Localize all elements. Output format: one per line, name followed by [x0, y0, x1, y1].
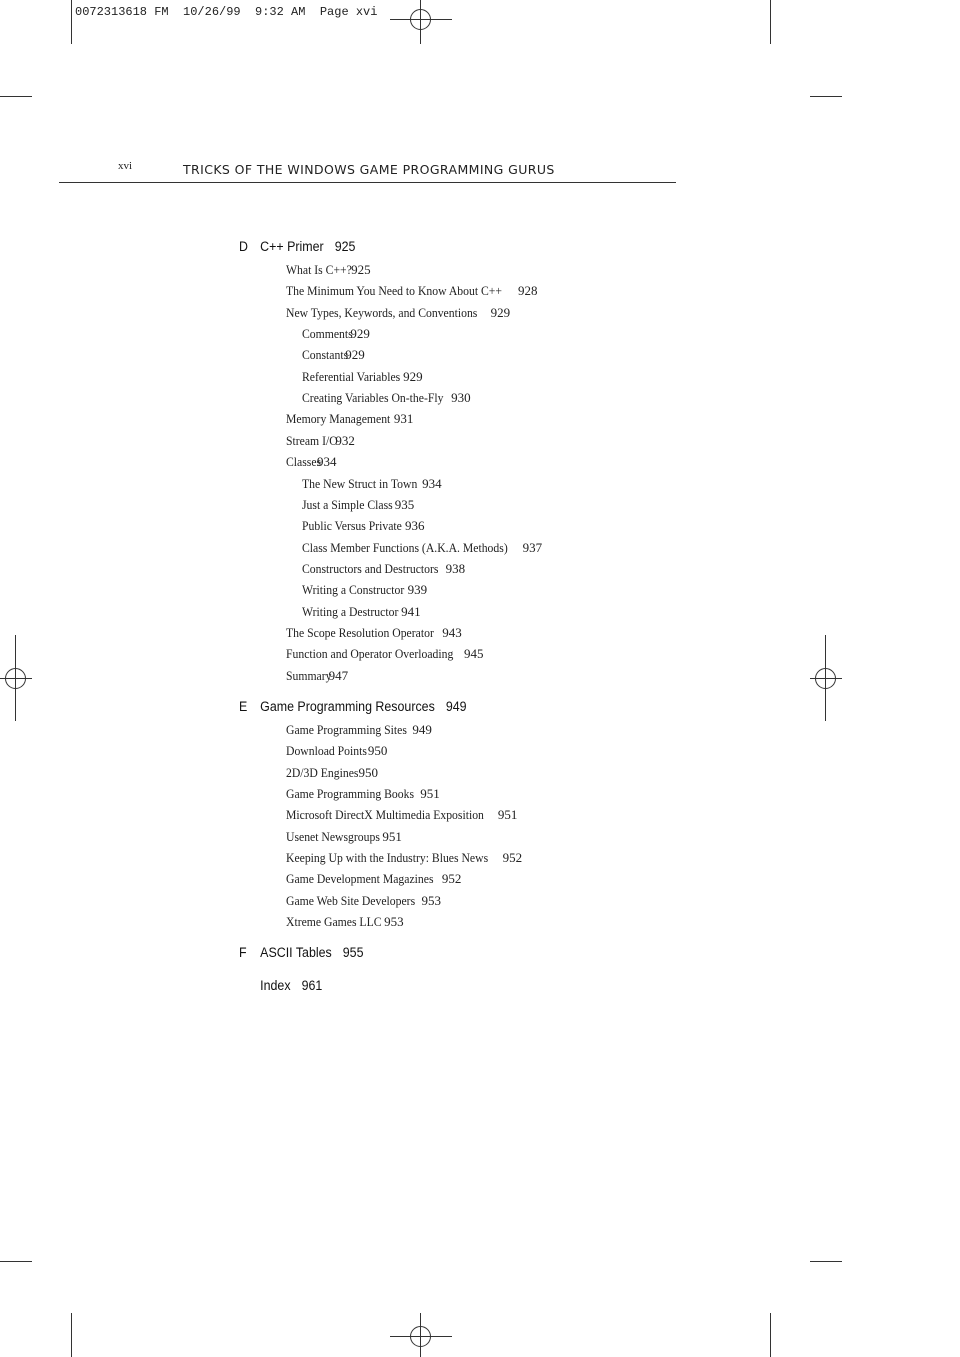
chapter-title	[260, 945, 363, 960]
toc-entry-page-number: 929	[490, 304, 511, 320]
chapter-letter: E	[239, 699, 248, 714]
toc-entry-page-number: 932	[335, 432, 355, 448]
chapter-title-text: C++ Primer	[260, 239, 324, 254]
toc-entry-label: Creating Variables On-the-Fly	[302, 390, 444, 406]
toc-entry-label: Game Development Magazines	[286, 871, 434, 887]
toc-entry-page-number: 949	[412, 722, 432, 737]
page-number: xvi	[118, 160, 133, 172]
toc-entry-label: Public Versus Private	[302, 518, 402, 534]
toc-entry-page-number: 943	[442, 624, 462, 640]
toc-entry-label: Classes	[286, 454, 322, 470]
toc-entry-page-number: 952	[441, 871, 462, 887]
toc-entry-label: Just a Simple Class	[302, 496, 393, 512]
chapter-title	[260, 239, 355, 254]
chapter-page-number: 925	[334, 239, 356, 254]
chapter-page-number: 961	[301, 978, 323, 993]
toc-entry-page-number: 951	[382, 828, 402, 844]
toc-entry-page-number: 931	[393, 411, 414, 427]
toc-entry-page-number: 925	[351, 262, 371, 277]
toc-entry-label: Constructors and Destructors	[302, 560, 439, 576]
chapter-title-text: ASCII Tables	[260, 945, 332, 960]
toc-entry-page-number: 934	[422, 475, 442, 491]
toc-entry-page-number: 930	[451, 390, 471, 406]
chapter-title	[260, 978, 322, 993]
toc-entry-page-number: 941	[401, 603, 421, 619]
toc-entry-label: Summary	[286, 667, 332, 683]
toc-entry-label: Usenet Newsgroups	[286, 828, 380, 844]
toc-entry-page-number: 938	[445, 560, 466, 576]
toc-entry-page-number: 950	[358, 764, 379, 780]
toc-entry-page-number: 953	[384, 914, 404, 930]
toc-entry-label: Download Points	[286, 743, 367, 759]
toc-entry-label: The Scope Resolution Operator	[286, 624, 434, 640]
toc-entry-page-number: 929	[403, 368, 423, 384]
toc-entry-page-number: 929	[345, 347, 365, 363]
toc-entry-page-number: 953	[421, 892, 441, 908]
chapter-letter: F	[239, 945, 247, 960]
toc-entry-label: 2D/3D Engines	[286, 764, 359, 780]
toc-entry-label: The Minimum You Need to Know About C++	[286, 283, 503, 299]
toc-entry-label: Comments	[302, 326, 353, 342]
toc-entry-page-number: 939	[407, 582, 428, 598]
toc-entry-page-number: 929	[350, 326, 370, 342]
toc-entry-label: Game Web Site Developers	[286, 892, 416, 908]
toc-entry-page-number: 952	[502, 850, 523, 866]
chapter-letter: D	[239, 239, 248, 254]
chapter-title-text: Game Programming Resources	[260, 699, 435, 714]
toc-entry-page-number: 951	[497, 807, 518, 823]
toc-entry-label: Function and Operator Overloading	[286, 646, 454, 662]
toc-entry-page-number: 950	[367, 743, 388, 759]
toc-entry-page-number: 945	[463, 646, 484, 662]
toc-entry-label: New Types, Keywords, and Conventions	[286, 304, 478, 320]
toc-entry-label: Game Programming Sites	[286, 722, 407, 737]
toc-entry-page-number: 928	[518, 283, 538, 299]
print-slug: 0072313618 FM 10/26/99 9:32 AM Page xvi	[75, 5, 378, 19]
toc-entry-label: Xtreme Games LLC	[286, 914, 382, 930]
toc-entry-label: The New Struct in Town	[302, 475, 418, 491]
toc-entry-label: Writing a Constructor	[302, 582, 405, 598]
toc-entry-page-number: 937	[522, 539, 543, 555]
toc-entry-page-number: 934	[317, 454, 337, 470]
chapter-page-number: 949	[445, 699, 467, 714]
toc-entry-label: Microsoft DirectX Multimedia Exposition	[286, 807, 484, 823]
toc-entry-label: Constants	[302, 347, 349, 363]
toc-entry-label: Stream I/O	[286, 432, 338, 448]
chapter-title-text: Index	[260, 978, 291, 993]
toc-entry-label: Memory Management	[286, 411, 391, 427]
toc-entry-label: Class Member Functions (A.K.A. Methods)	[302, 539, 508, 555]
toc-entry-label: Game Programming Books	[286, 786, 415, 802]
toc-entry-page-number: 951	[420, 786, 440, 802]
chapter-title	[260, 699, 466, 714]
header-rule	[59, 182, 676, 183]
toc-entry-page-number: 935	[394, 496, 415, 512]
toc-entry-label: Referential Variables	[302, 368, 401, 384]
toc-entry-label: Writing a Destructor	[302, 603, 399, 619]
toc-entry-label: Keeping Up with the Industry: Blues News	[286, 850, 489, 866]
running-title: TRICKS OF THE WINDOWS GAME PROGRAMMING GURUS	[183, 162, 555, 177]
toc-entry-label: What Is C++?	[286, 262, 352, 277]
chapter-page-number: 955	[342, 945, 364, 960]
toc-entry-page-number: 936	[404, 518, 425, 534]
toc-entry-page-number: 947	[328, 667, 349, 683]
